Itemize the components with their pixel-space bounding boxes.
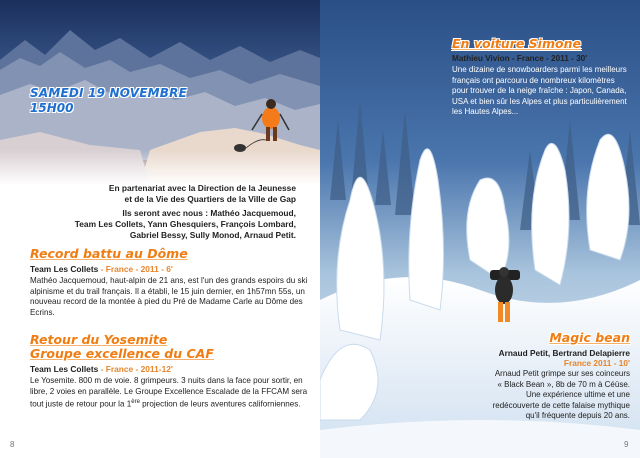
film-details: - France - 2011 - 6' [98, 264, 173, 274]
film-title: En voiture Simone [452, 36, 581, 51]
film-title: Record battu au Dôme [30, 246, 188, 261]
film-title: Magic bean [549, 330, 630, 345]
film-title-line-2: Groupe excellence du CAF [30, 346, 214, 361]
film-description-line-5: qu'il fréquente depuis 20 ans. [525, 411, 630, 421]
guests-line-3: Gabriel Bessy, Sully Monod, Arnaud Petit. [129, 230, 296, 240]
partner-block [28, 183, 296, 241]
film-description-line-1: Arnaud Petit grimpe sur ses coinceurs [494, 369, 630, 378]
film-magic-bean-section [430, 331, 630, 422]
page-number-left: 8 [10, 440, 15, 449]
guests-line-1: Ils seront avec nous : Mathéo Jacquemoud, [122, 208, 296, 218]
film-title-line-1: Retour du Yosemite [30, 332, 168, 347]
film-description: Mathéo Jacquemoud, haut-alpin de 21 ans, est l'un des grands espoirs du ski alpinisme et du trail français. Il a établi, le 15 juin dernier, en 1h57mn 55s, un nouveau record de la montée à pied du Pré de Madame Carle au Dôme des Ecrins. [30, 276, 308, 317]
film-description [30, 376, 310, 410]
right-page [320, 0, 640, 458]
film-details: - France - 2011-12' [98, 364, 173, 374]
film-description: Une dizaine de snowboarders parmi les meilleurs français ont parcouru de nombreux kilomètres pour trouver de la neige fraîche : Japon, Canada, USA et bien sûr les Alpes et plus particulièrement les Hautes Alpes... [452, 65, 627, 117]
film-author: Team Les Collets [30, 264, 99, 274]
film-record-section [30, 247, 310, 318]
film-description-end: projection de leurs aventures californiennes. [139, 399, 301, 409]
event-date-block [30, 86, 187, 115]
film-details: France 2011 - 10' [563, 358, 630, 368]
film-description [430, 369, 630, 422]
event-date: SAMEDI 19 NOVEMBRE [30, 86, 187, 100]
film-description-line-3: Une expérience ultime et une [525, 390, 630, 400]
superscript: ère [131, 399, 140, 406]
film-yosemite-section [30, 333, 310, 410]
film-description-line-2: « Black Bean », 8b de 70 m à Céüse. [497, 379, 630, 389]
partner-line-2: et de la Vie des Quartiers de la Ville de Gap [124, 194, 296, 204]
partner-line-1: En partenariat avec la Direction de la Jeunesse [108, 183, 296, 193]
film-description-line-4: redécouverte de cette falaise mythique [492, 400, 630, 410]
film-author: Team Les Collets [30, 364, 99, 374]
film-meta [30, 264, 310, 274]
film-meta: Mathieu Vivion - France - 2011 - 30' [452, 54, 588, 63]
film-authors: Arnaud Petit, Bertrand Delapierre [498, 348, 630, 358]
page-number-right: 9 [624, 440, 629, 449]
film-meta [30, 364, 310, 374]
guests-line-2: Team Les Collets, Yann Ghesquiers, François Lombard, [74, 219, 296, 229]
event-time: 15H00 [30, 101, 74, 115]
film-description-text: Le Yosemite. 800 m de voie. 8 grimpeurs. 3 nuits dans la face pour sortir, en libre, 2 voies en parallèle. Le Groupe Excellence Escalade de la FFCAM sera tout juste de retour pour la 1 [30, 376, 308, 409]
film-simone-section [452, 37, 630, 118]
